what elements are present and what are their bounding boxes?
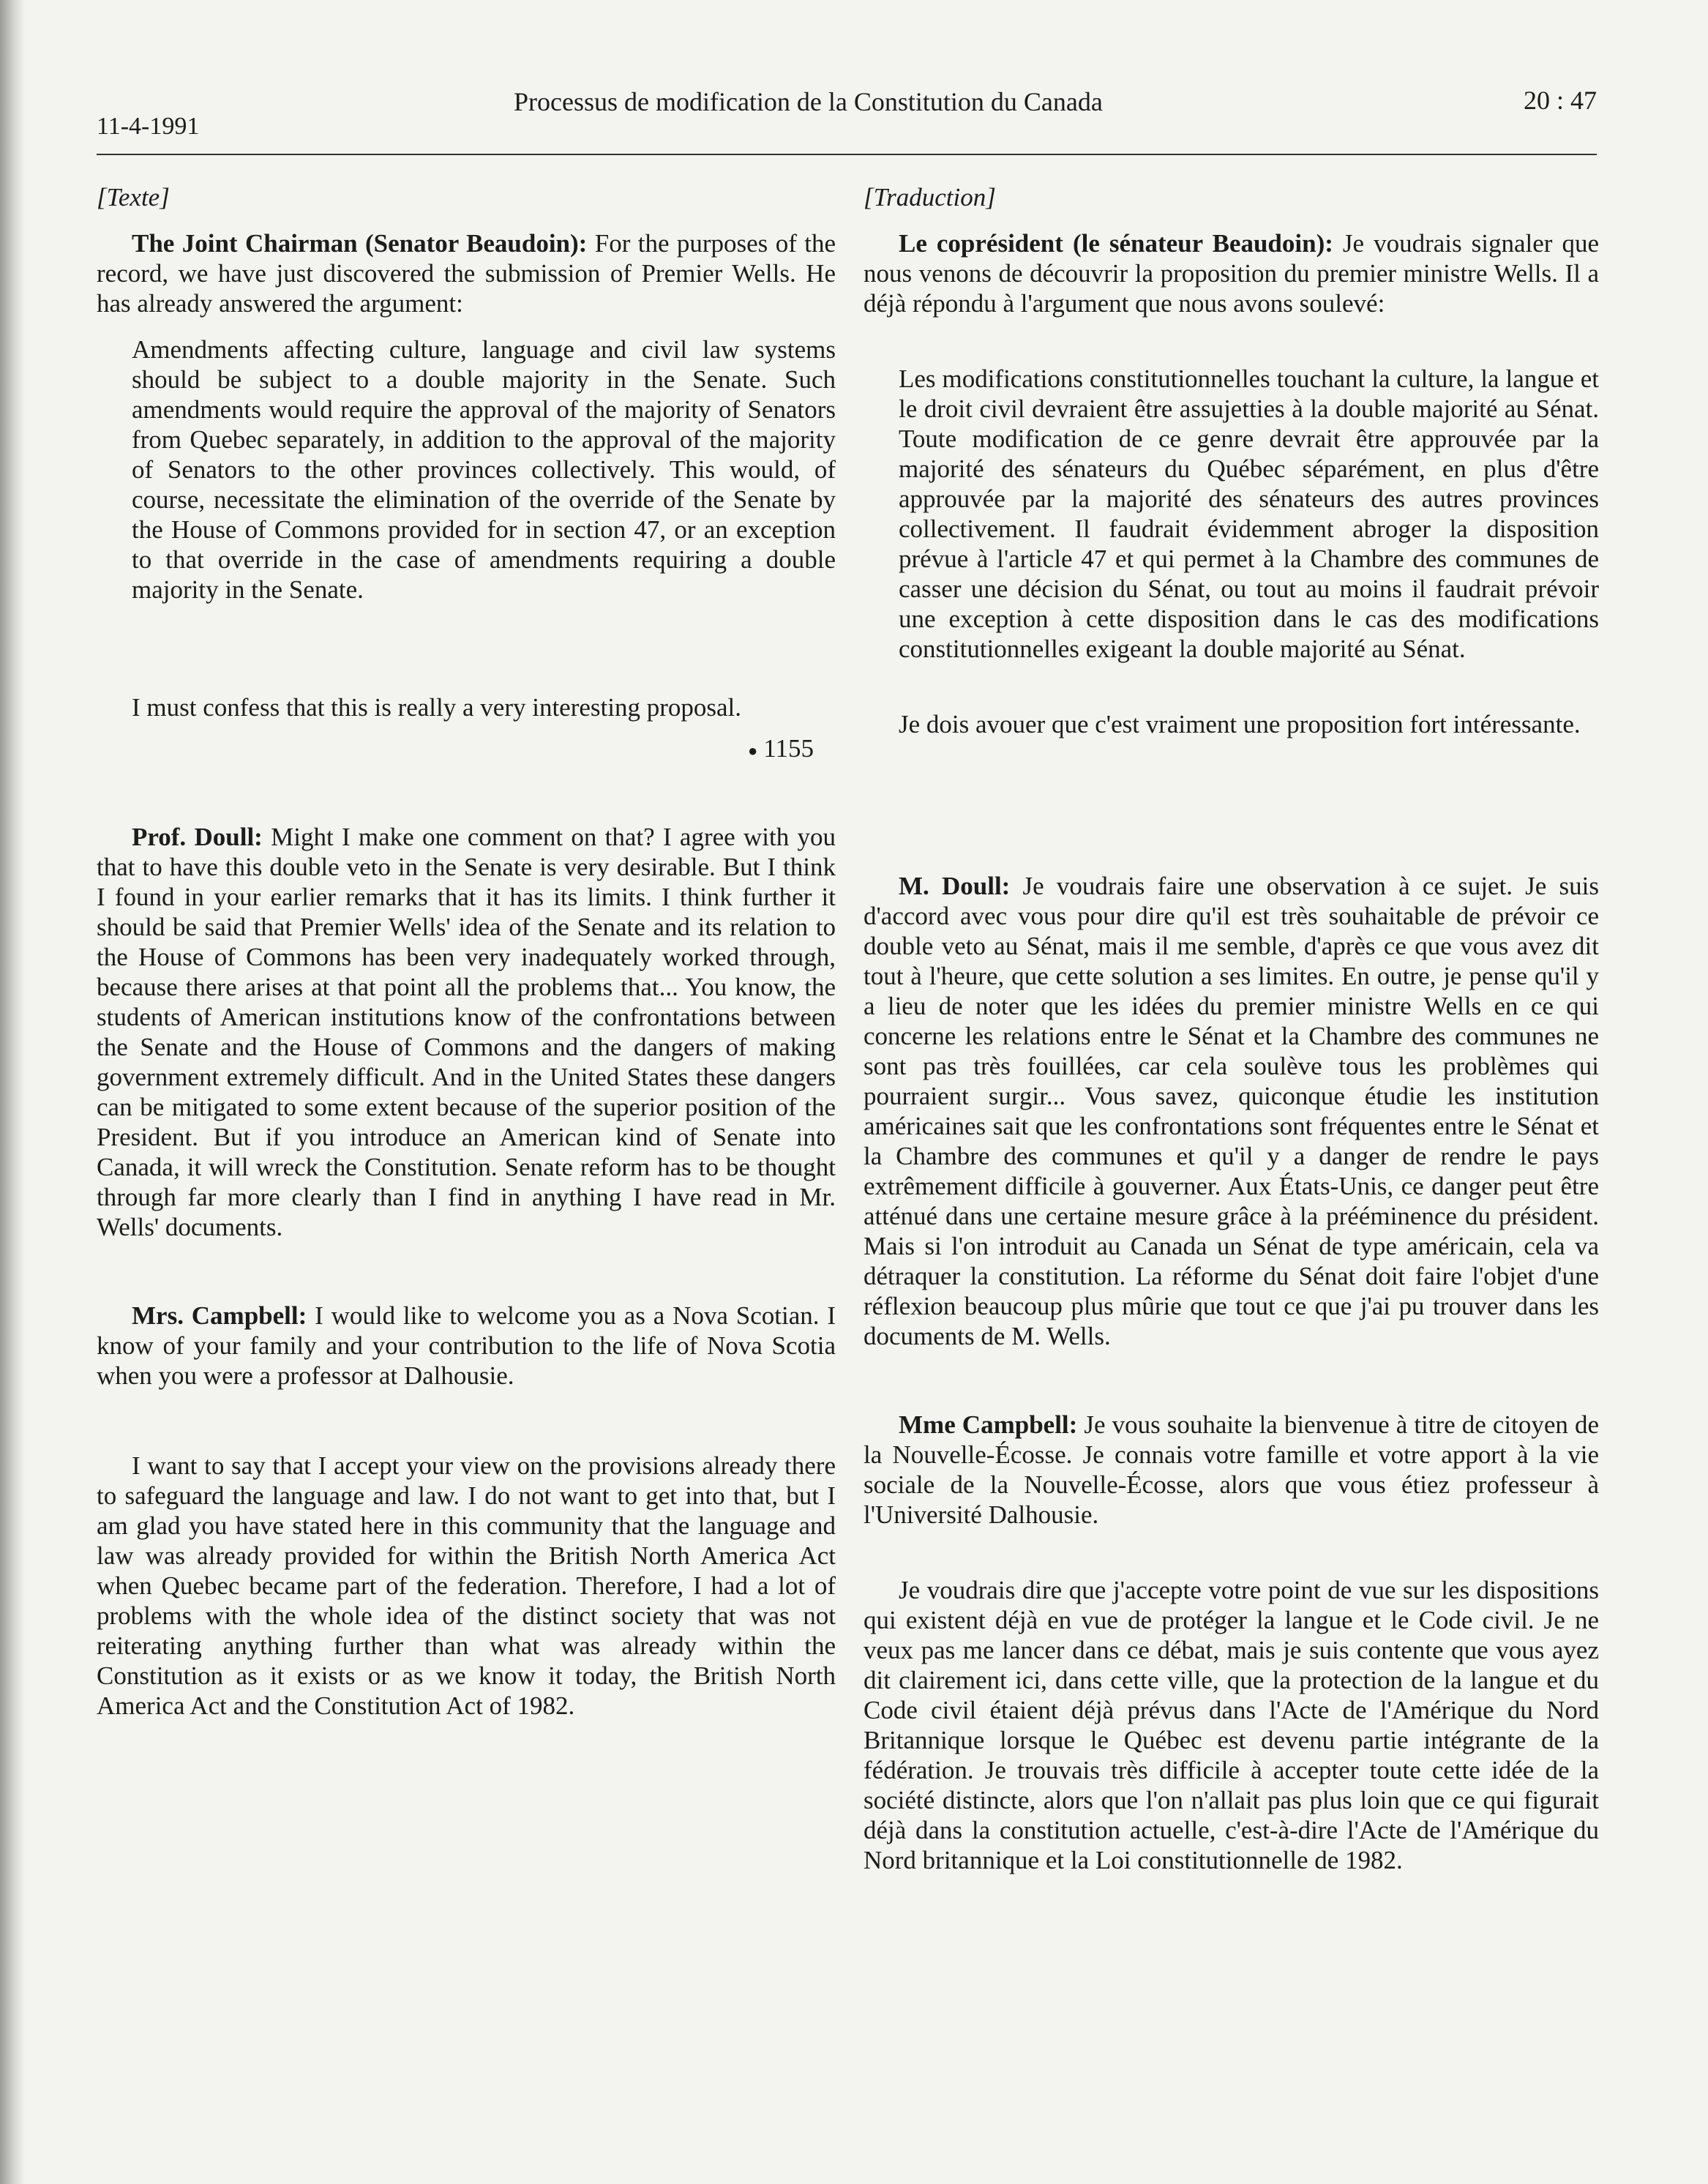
header-page-number: 20 : 47 (1523, 86, 1597, 115)
bullet-icon: ● (748, 741, 758, 760)
paragraph (864, 871, 1599, 1351)
speaker-name: Mme Campbell: (899, 1410, 1078, 1439)
paragraph (97, 822, 836, 1242)
header-date: 11-4-1991 (97, 113, 200, 140)
speech-text: Je voudrais faire une observation à ce sujet. Je suis d'accord avec vous pour dire qu'il est très souhaitable de prévoir ce double veto au Sénat, mais il me semble, d'après ce que vous avez dit tout à l'heure, que cette solution a ses limites. En outre, je pense qu'il y a lieu de noter que les idées du premier ministre Wells en ce qui concerne les relations entre le Sénat et la Chambre des communes ne sont pas très fouillées, car cela soulève tous les problèmes qui pourraient surgir... Vous savez, quiconque étudie les institution américaines sait que les confrontations sont fréquentes entre le Sénat et la Chambre des communes et qu'il y a danger de rendre le pays extrêmement difficile à gouverner. Aux États-Unis, ce danger peut être atténué dans une certaine mesure grâce à la prééminence du président. Mais si l'on introduit au Canada un Sénat de type américain, cela va détraquer la constitution. La réforme du Sénat doit faire l'objet d'une réflexion beaucoup plus mûrie que tout ce que j'ai pu trouver dans les documents de M. Wells. (864, 872, 1599, 1350)
paragraph (864, 1410, 1599, 1530)
paragraph: Je dois avouer que c'est vraiment une proposition fort intéressante. (899, 710, 1581, 738)
speech-text: I would like to welcome you as a Nova Scotian. I know of your family and your contribution to the life of Nova Scotia when you were a professor at Dalhousie. (97, 1301, 836, 1390)
speech-text: Je voudrais signaler que nous venons de découvrir la proposition du premier ministre Wells. Il a déjà répondu à l'argument que nous avons soulevé: (864, 229, 1599, 318)
paragraph (864, 228, 1599, 318)
speech-text: For the purposes of the record, we have just discovered the submission of Premier Wells. He has already answered the argument: (97, 229, 836, 318)
paragraph: I want to say that I accept your view on the provisions already there to safeguard the language and law. I do not want to get into that, but I am glad you have stated here in this community that the language and law was already provided for within the British North America Act when Quebec became part of the federation. Therefore, I had a lot of problems with the whole idea of the distinct society that was not reiterating anything further than what was already within the Constitution as it exists or as we know it today, the British North America Act and the Constitution Act of 1982. (97, 1451, 836, 1720)
quotation: Les modifications constitutionnelles touchant la culture, la langue et le droit civil devraient être assujetties à la double majorité au Sénat. Toute modification de ce genre devrait être approuvée par la majorité des sénateurs du Québec séparément, en plus d'être approuvée par la majorité des sénateurs des autres provinces collectivement. Il faudrait évidemment abroger la disposition prévue à l'article 47 et qui permet à la Chambre des communes de casser une décision du Sénat, ou tout au moins il faudrait prévoir une exception à cette disposition dans le cas des modifications constitutionnelles exigeant la double majorité au Sénat. (899, 364, 1599, 663)
speaker-name: M. Doull: (899, 872, 1011, 900)
binding-shadow (0, 0, 25, 2184)
header-rule (97, 154, 1597, 155)
time-marker (97, 734, 814, 763)
speaker-name: Le coprésident (le sénateur Beaudoin): (899, 229, 1333, 258)
language-marker: [Traduction] (864, 183, 996, 212)
french-column (864, 183, 1599, 1875)
language-marker: [Texte] (97, 183, 170, 212)
speaker-name: Mrs. Campbell: (132, 1301, 307, 1330)
paragraph: I must confess that this is really a very interesting proposal. (132, 693, 742, 722)
page-header (97, 82, 1597, 162)
quotation: Amendments affecting culture, language and civil law systems should be subject to a double majority in the Senate. Such amendments would require the approval of the majority of Senators from Quebec separately, in addition to the approval of the majority of Senators to the other provinces collectively. This would, of course, necessitate the elimination of the override of the Senate by the House of Commons provided for in section 47, or an exception to that override in the case of amendments requiring a double majority in the Senate. (132, 335, 836, 604)
speaker-name: The Joint Chairman (Senator Beaudoin): (132, 229, 588, 258)
time-value: 1155 (763, 734, 814, 763)
paragraph (97, 228, 836, 318)
english-column (97, 183, 836, 1721)
speech-text: Je vous souhaite la bienvenue à titre de citoyen de la Nouvelle-Écosse. Je connais votre famille et votre apport à la vie sociale de la Nouvelle-Écosse, alors que vous étiez professeur à l'Université Dalhousie. (864, 1410, 1599, 1529)
speaker-name: Prof. Doull: (132, 823, 263, 851)
paragraph: Je voudrais dire que j'accepte votre point de vue sur les dispositions qui existent déjà en vue de protéger la langue et le Code civil. Je ne veux pas me lancer dans ce débat, mais je suis contente que vous ayez dit clairement ici, dans cette ville, que la protection de la langue et du Code civil étaient déjà prévus dans l'Acte de l'Amérique du Nord Britannique lorsque le Québec est devenu partie intégrante de la fédération. Je trouvais très difficile à accepter toute cette idée de la société distincte, alors que l'on n'allait pas plus loin que ce qui figurait déjà dans la constitution actuelle, c'est-à-dire l'Acte de l'Amérique du Nord britannique et la Loi constitutionnelle de 1982. (864, 1576, 1599, 1874)
header-title: Processus de modification de la Constitution du Canada (514, 87, 1103, 116)
speech-text: Might I make one comment on that? I agree with you that to have this double veto in the Senate is very desirable. But I think I found in your earlier remarks that it has its limits. I think further it should be said that Premier Wells' idea of the Senate and its relation to the House of Commons has been very inadequately worked through, because there arises at that point all the problems that... You know, the students of American institutions know of the confrontations between the Senate and the House of Commons and the dangers of making government extremely difficult. And in the United States these dangers can be mitigated to some extent because of the superior position of the President. But if you introduce an American kind of Senate into Canada, it will wreck the Constitution. Senate reform has to be thought through far more clearly than I find in anything I have read in Mr. Wells' documents. (97, 823, 836, 1241)
paragraph (97, 1301, 836, 1391)
